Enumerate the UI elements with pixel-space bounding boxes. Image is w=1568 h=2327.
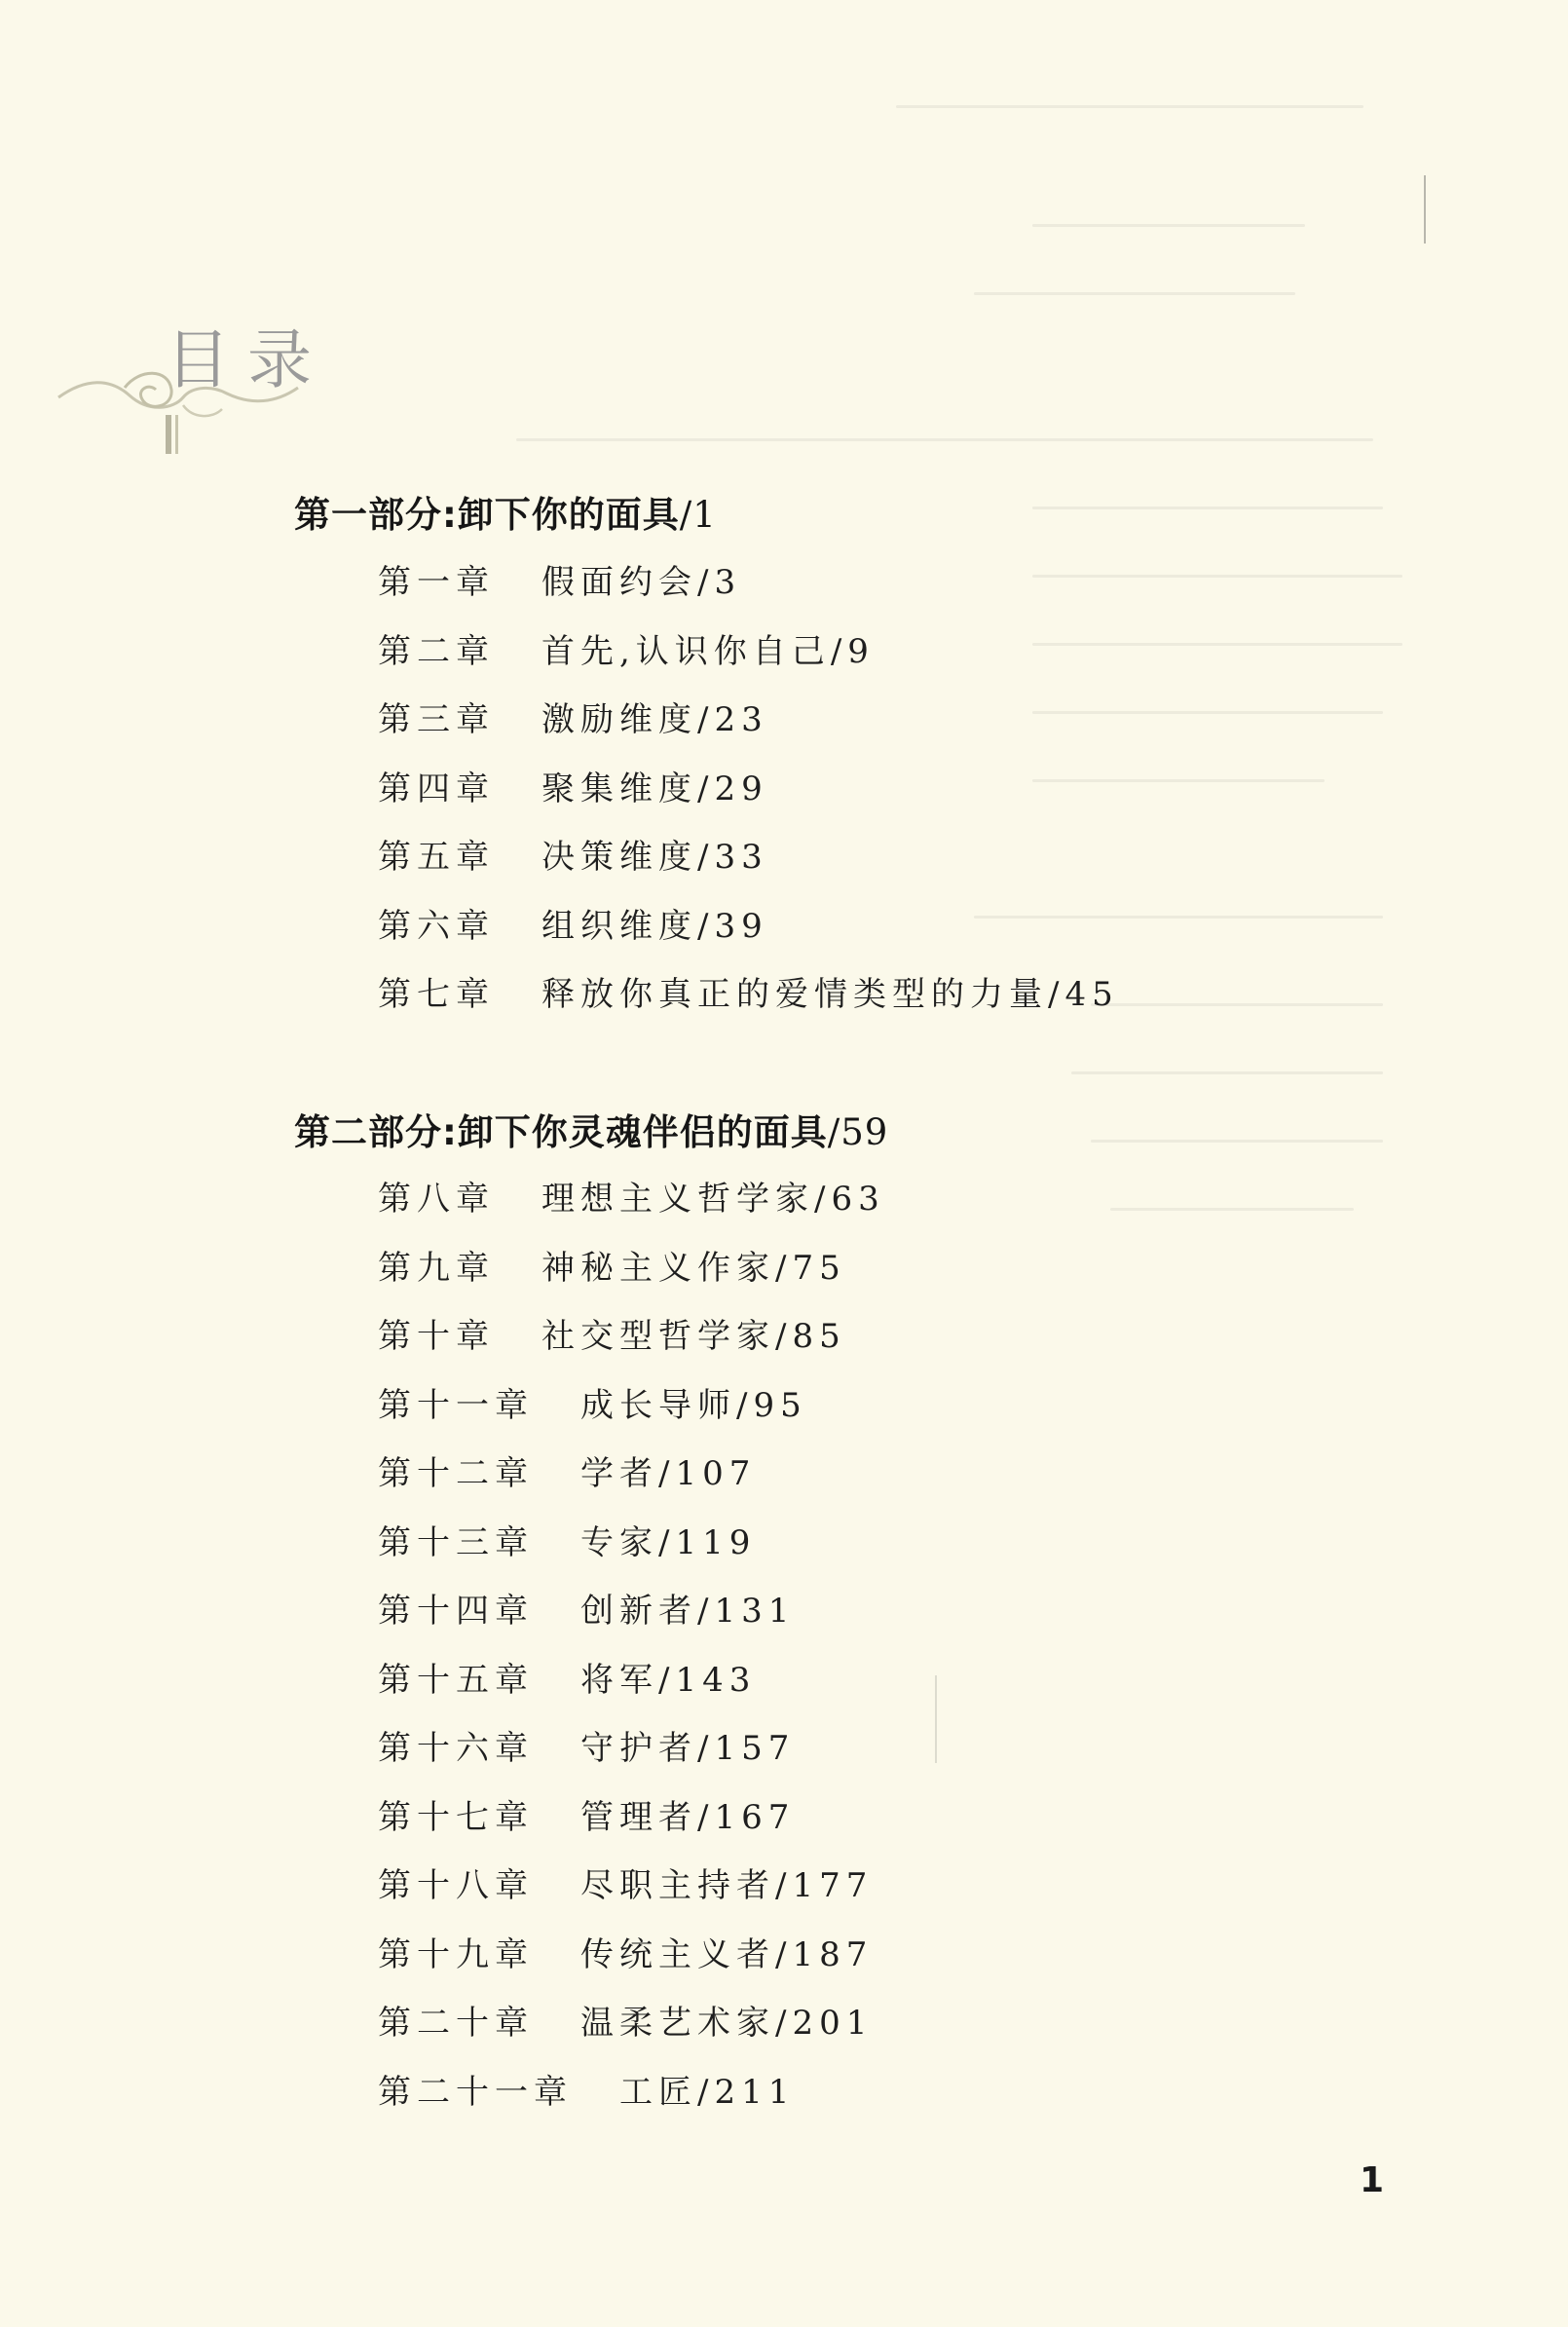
toc-entry[interactable] [378, 1172, 885, 1220]
chapter-number: 第二章 [378, 632, 495, 671]
chapter-title: 释放你真正的爱情类型的力量 [541, 975, 1048, 1014]
chapter-page: /177 [775, 1866, 874, 1905]
chapter-title: 决策维度 [541, 838, 697, 877]
chapter-page: /95 [736, 1386, 807, 1425]
chapter-number: 第二十一章 [378, 2073, 573, 2112]
chapter-title: 神秘主义作家 [541, 1249, 775, 1288]
part-label: 第二部分:卸下你灵魂伴侣的面具 [294, 1111, 828, 1153]
chapter-page: /29 [697, 769, 768, 808]
chapter-number: 第十五章 [378, 1661, 534, 1700]
chapter-title: 创新者 [580, 1592, 697, 1631]
toc-entry[interactable] [378, 899, 768, 947]
chapter-title: 假面约会 [541, 563, 697, 602]
toc-entry[interactable] [378, 1241, 846, 1289]
show-through-texture [487, 88, 1402, 1257]
chapter-number: 第十七章 [378, 1798, 534, 1837]
toc-entry[interactable] [378, 762, 768, 809]
toc-entry[interactable] [378, 1996, 874, 2044]
chapter-page: /131 [697, 1592, 796, 1631]
chapter-title: 学者 [580, 1454, 658, 1493]
toc-entry[interactable] [378, 1446, 757, 1494]
binding-shadow [1424, 175, 1426, 244]
toc-entry[interactable] [378, 967, 1119, 1015]
toc-entry[interactable] [378, 1928, 874, 1975]
chapter-page: /63 [814, 1180, 885, 1219]
chapter-page: /45 [1048, 975, 1119, 1014]
toc-entry[interactable] [378, 1309, 846, 1357]
chapter-number: 第十四章 [378, 1592, 534, 1631]
chapter-title: 组织维度 [541, 907, 697, 946]
chapter-title: 专家 [580, 1523, 658, 1562]
toc-entry[interactable] [378, 1653, 757, 1701]
chapter-page: /107 [658, 1454, 757, 1493]
chapter-number: 第十三章 [378, 1523, 534, 1562]
chapter-page: /9 [830, 632, 875, 671]
chapter-page: /75 [775, 1249, 846, 1288]
chapter-page: /157 [697, 1729, 796, 1768]
chapter-page: /143 [658, 1661, 757, 1700]
chapter-page: /167 [697, 1798, 796, 1837]
chapter-number: 第十章 [378, 1317, 495, 1356]
chapter-title: 温柔艺术家 [580, 2004, 775, 2043]
toc-entry[interactable] [378, 555, 742, 603]
chapter-title: 尽职主持者 [580, 1866, 775, 1905]
chapter-title: 聚集维度 [541, 769, 697, 808]
chapter-title: 传统主义者 [580, 1935, 775, 1974]
toc-entry[interactable] [378, 624, 875, 672]
part-page-number: /1 [679, 494, 717, 536]
chapter-number: 第八章 [378, 1180, 495, 1219]
chapter-title: 守护者 [580, 1729, 697, 1768]
chapter-page: /85 [775, 1317, 846, 1356]
toc-entry[interactable] [378, 1378, 807, 1426]
chapter-number: 第五章 [378, 838, 495, 877]
toc-entry[interactable] [378, 2065, 796, 2113]
chapter-number: 第六章 [378, 907, 495, 946]
chapter-page: /187 [775, 1935, 874, 1974]
chapter-title: 社交型哲学家 [541, 1317, 775, 1356]
chapter-page: /201 [775, 2004, 874, 2043]
chapter-page: /39 [697, 907, 768, 946]
chapter-page: /33 [697, 838, 768, 877]
chapter-page: /3 [697, 563, 742, 602]
chapter-title: 成长导师 [580, 1386, 736, 1425]
part-heading-1[interactable] [294, 485, 717, 538]
chapter-page: /23 [697, 700, 768, 739]
chapter-number: 第十二章 [378, 1454, 534, 1493]
chapter-title: 激励维度 [541, 700, 697, 739]
part-label: 第一部分:卸下你的面具 [294, 494, 680, 536]
chapter-number: 第七章 [378, 975, 495, 1014]
toc-entry[interactable] [378, 1790, 796, 1838]
toc-entry[interactable] [378, 693, 768, 740]
part-page-number: /59 [827, 1111, 889, 1153]
chapter-page: /211 [697, 2073, 796, 2112]
chapter-number: 第十八章 [378, 1866, 534, 1905]
chapter-title: 将军 [580, 1661, 658, 1700]
chapter-title: 管理者 [580, 1798, 697, 1837]
chapter-title: 理想主义哲学家 [541, 1180, 814, 1219]
toc-heading: 目录 [166, 322, 329, 398]
toc-entry[interactable] [378, 1584, 796, 1632]
chapter-number: 第二十章 [378, 2004, 534, 2043]
toc-entry[interactable] [378, 830, 768, 878]
chapter-title: 首先,认识你自己 [541, 632, 831, 671]
page-number: 1 [1360, 2160, 1385, 2200]
chapter-number: 第十一章 [378, 1386, 534, 1425]
paper-crease [935, 1675, 937, 1763]
chapter-number: 第三章 [378, 700, 495, 739]
chapter-title: 工匠 [619, 2073, 697, 2112]
chapter-number: 第十六章 [378, 1729, 534, 1768]
toc-entry[interactable] [378, 1516, 757, 1563]
chapter-page: /119 [658, 1523, 757, 1562]
part-heading-2[interactable] [294, 1103, 888, 1155]
chapter-number: 第九章 [378, 1249, 495, 1288]
toc-entry[interactable] [378, 1858, 874, 1906]
chapter-number: 第十九章 [378, 1935, 534, 1974]
chapter-number: 第一章 [378, 563, 495, 602]
chapter-number: 第四章 [378, 769, 495, 808]
flourish-ornament [56, 358, 300, 456]
toc-entry[interactable] [378, 1721, 796, 1769]
